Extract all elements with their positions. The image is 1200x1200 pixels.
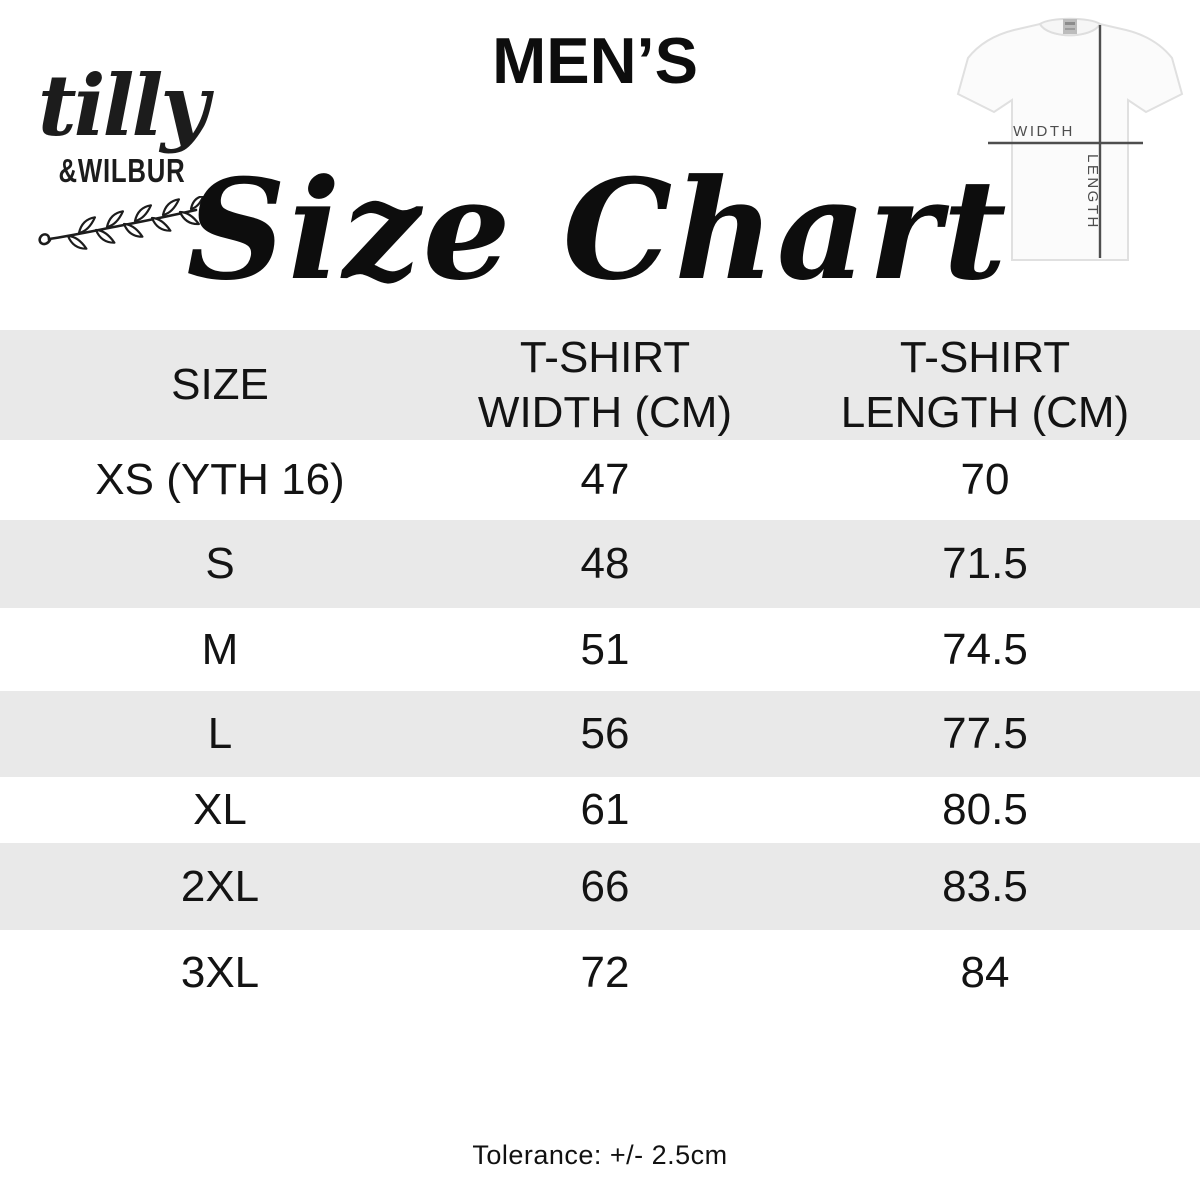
size-cell: XS (YTH 16) [95,455,345,504]
width-label: WIDTH [1013,123,1075,140]
column-header-width-line1: T-SHIRT [519,333,691,382]
column-header-length-line2: LENGTH (CM) [840,388,1130,437]
width-cell: 47 [580,455,630,504]
size-cell: XL [193,785,247,834]
length-cell: 71.5 [942,539,1028,588]
table-row-s [0,520,1200,608]
size-cell: L [207,709,233,758]
length-cell: 84 [960,947,1010,997]
width-cell: 56 [580,709,630,758]
table-header-row [0,330,1200,440]
width-cell: 66 [580,861,630,911]
size-cell: 3XL [180,947,260,997]
size-table [0,330,1200,1015]
tshirt-measurement-diagram [950,8,1190,270]
size-cell: M [201,624,239,674]
page-title: Size Chart [186,148,1009,311]
length-cell: 74.5 [942,624,1028,674]
table-row-xs [0,440,1200,520]
category-title: MEN’S [492,24,698,97]
width-cell: 51 [580,624,630,674]
width-cell: 61 [580,785,630,834]
width-cell: 48 [580,539,630,588]
table-row-m [0,608,1200,691]
column-header-length-line1: T-SHIRT [899,333,1071,382]
size-cell: 2XL [180,861,260,911]
length-cell: 80.5 [942,785,1028,834]
column-header-size [0,360,440,409]
table-row-xl [0,777,1200,843]
length-cell: 77.5 [942,709,1028,758]
column-header-width [440,330,770,440]
neck-tag-icon [1063,19,1077,34]
width-cell: 72 [580,947,630,997]
column-header-length [770,330,1200,440]
table-row-l [0,691,1200,777]
table-row-2xl [0,843,1200,930]
size-cell: S [205,539,235,588]
length-cell: 83.5 [942,861,1028,911]
column-header-width-line2: WIDTH (CM) [477,388,733,437]
tolerance-note: Tolerance: +/- 2.5cm [472,1140,728,1170]
brand-name-caps: &WILBUR [58,152,186,189]
table-row-3xl [0,930,1200,1015]
brand-name-script: tilly [37,56,207,155]
length-label: LENGTH [1084,154,1101,230]
length-cell: 70 [960,455,1010,504]
column-header-size-label: SIZE [171,360,269,409]
